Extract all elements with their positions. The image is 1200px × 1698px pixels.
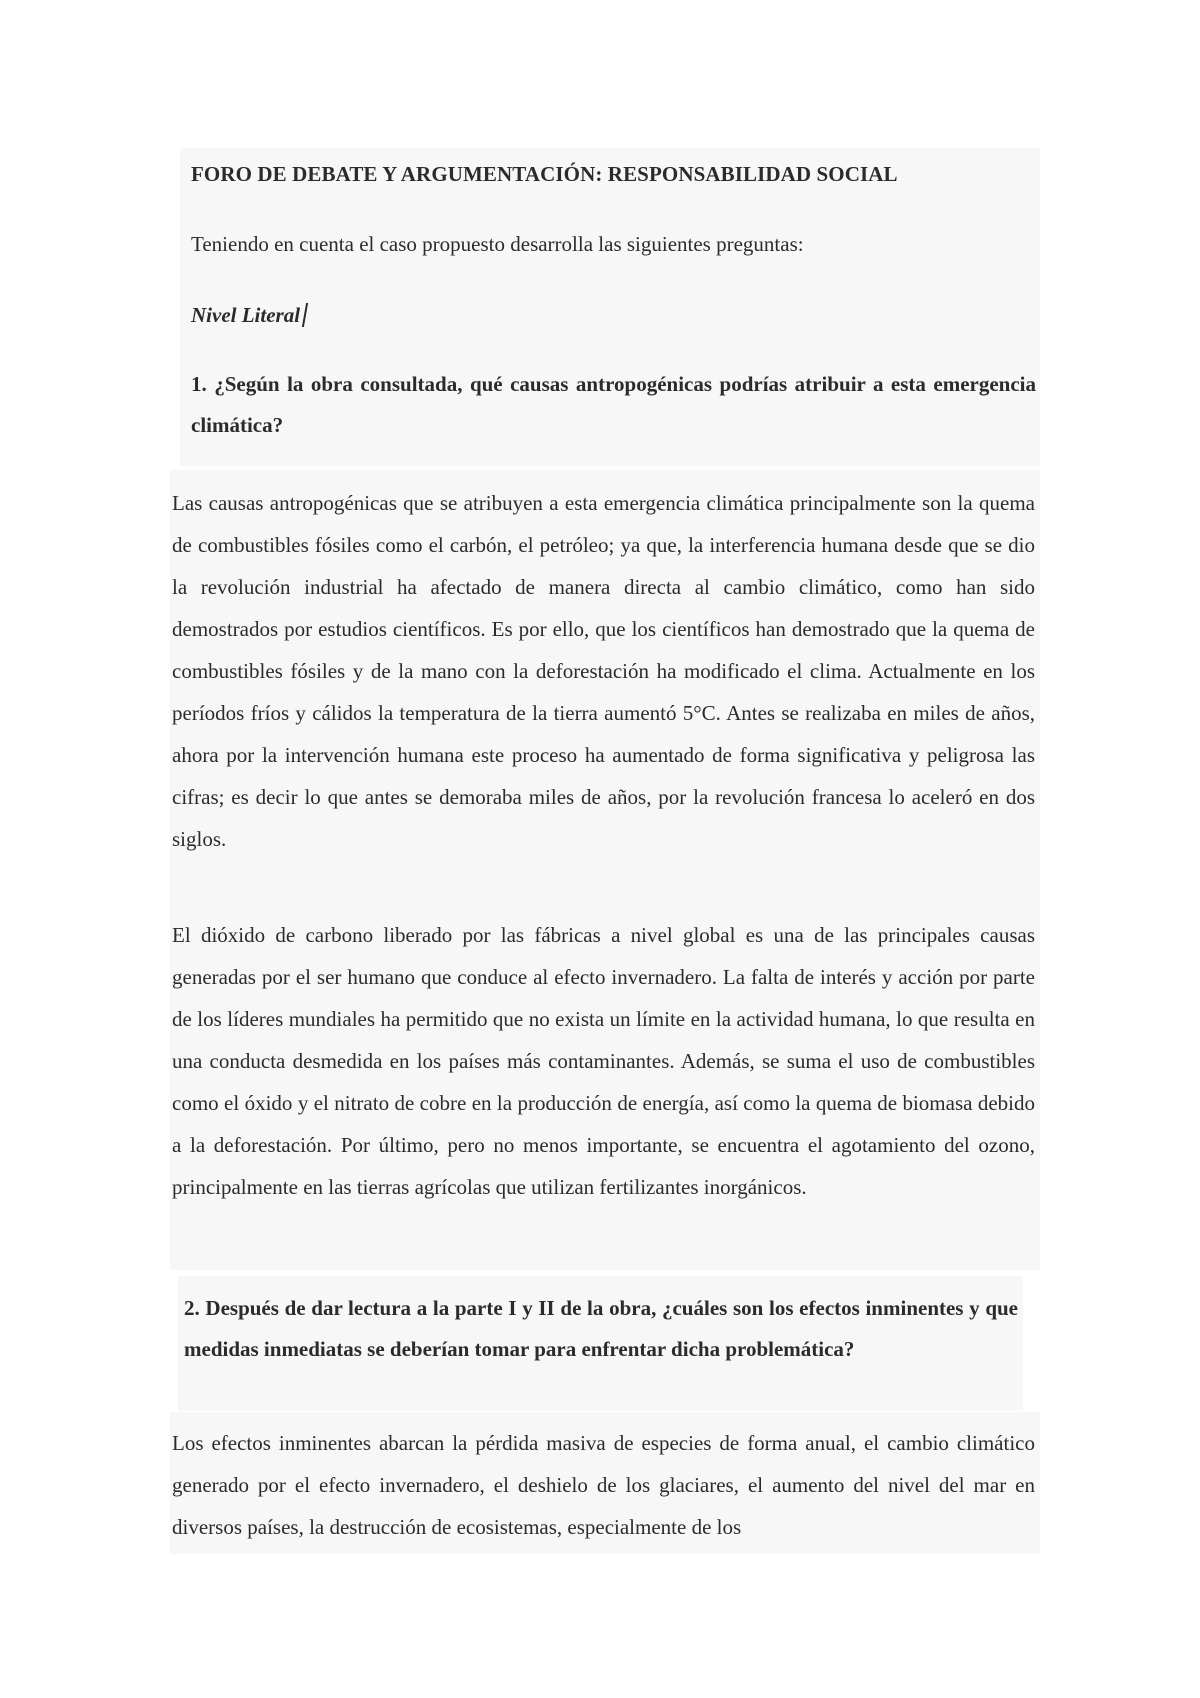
level-heading-text: Nivel Literal	[191, 303, 301, 327]
answer-2-paragraph-1: Los efectos inminentes abarcan la pérdida masiva de especies de forma anual, el cambio climático generado por el efecto invernadero, el deshielo de los glaciares, el aumento del nivel del mar en diversos países, la destrucción de ecosistemas, especialmente de los	[172, 1431, 1035, 1539]
answer-1-paragraph-2: El dióxido de carbono liberado por las fábricas a nivel global es una de las principales causas generadas por el ser humano que conduce al efecto invernadero. La falta de interés y acción por parte de los líderes mundiales ha permitido que no exista un límite en la actividad humana, lo que resulta en una conducta desmedida en los países más contaminantes. Además, se suma el uso de combustibles como el óxido y el nitrato de cobre en la producción de energía, así como la quema de biomasa debido a la deforestación. Por último, pero no menos importante, se encuentra el agotamiento del ozono, principalmente en las tierras agrícolas que utilizan fertilizantes inorgánicos.	[172, 923, 1035, 1199]
level-heading	[191, 303, 306, 328]
intro-text: Teniendo en cuenta el caso propuesto desarrolla las siguientes preguntas:	[191, 232, 804, 256]
document-title: FORO DE DEBATE Y ARGUMENTACIÓN: RESPONSABILIDAD SOCIAL	[191, 162, 898, 186]
answer-1-paragraph-1: Las causas antropogénicas que se atribuyen a esta emergencia climática principalmente son la quema de combustibles fósiles como el carbón, el petróleo; ya que, la interferencia humana desde que se dio la revolución industrial ha afectado de manera directa al cambio climático, como han sido demostrados por estudios científicos. Es por ello, que los científicos han demostrado que la quema de combustibles fósiles y de la mano con la deforestación ha modificado el clima. Actualmente en los períodos fríos y cálidos la temperatura de la tierra aumentó 5°C. Antes se realizaba en miles de años, ahora por la intervención humana este proceso ha aumentado de forma significativa y peligrosa las cifras; es decir lo que antes se demoraba miles de años, por la revolución francesa lo aceleró en dos siglos.	[172, 491, 1035, 851]
question-2: 2. Después de dar lectura a la parte I y II de la obra, ¿cuáles son los efectos inminentes y que medidas inmediatas se deberían tomar para enfrentar dicha problemática?	[184, 1296, 1018, 1361]
question-1: 1. ¿Según la obra consultada, qué causas antropogénicas podrías atribuir a esta emergencia climática?	[191, 372, 1036, 437]
